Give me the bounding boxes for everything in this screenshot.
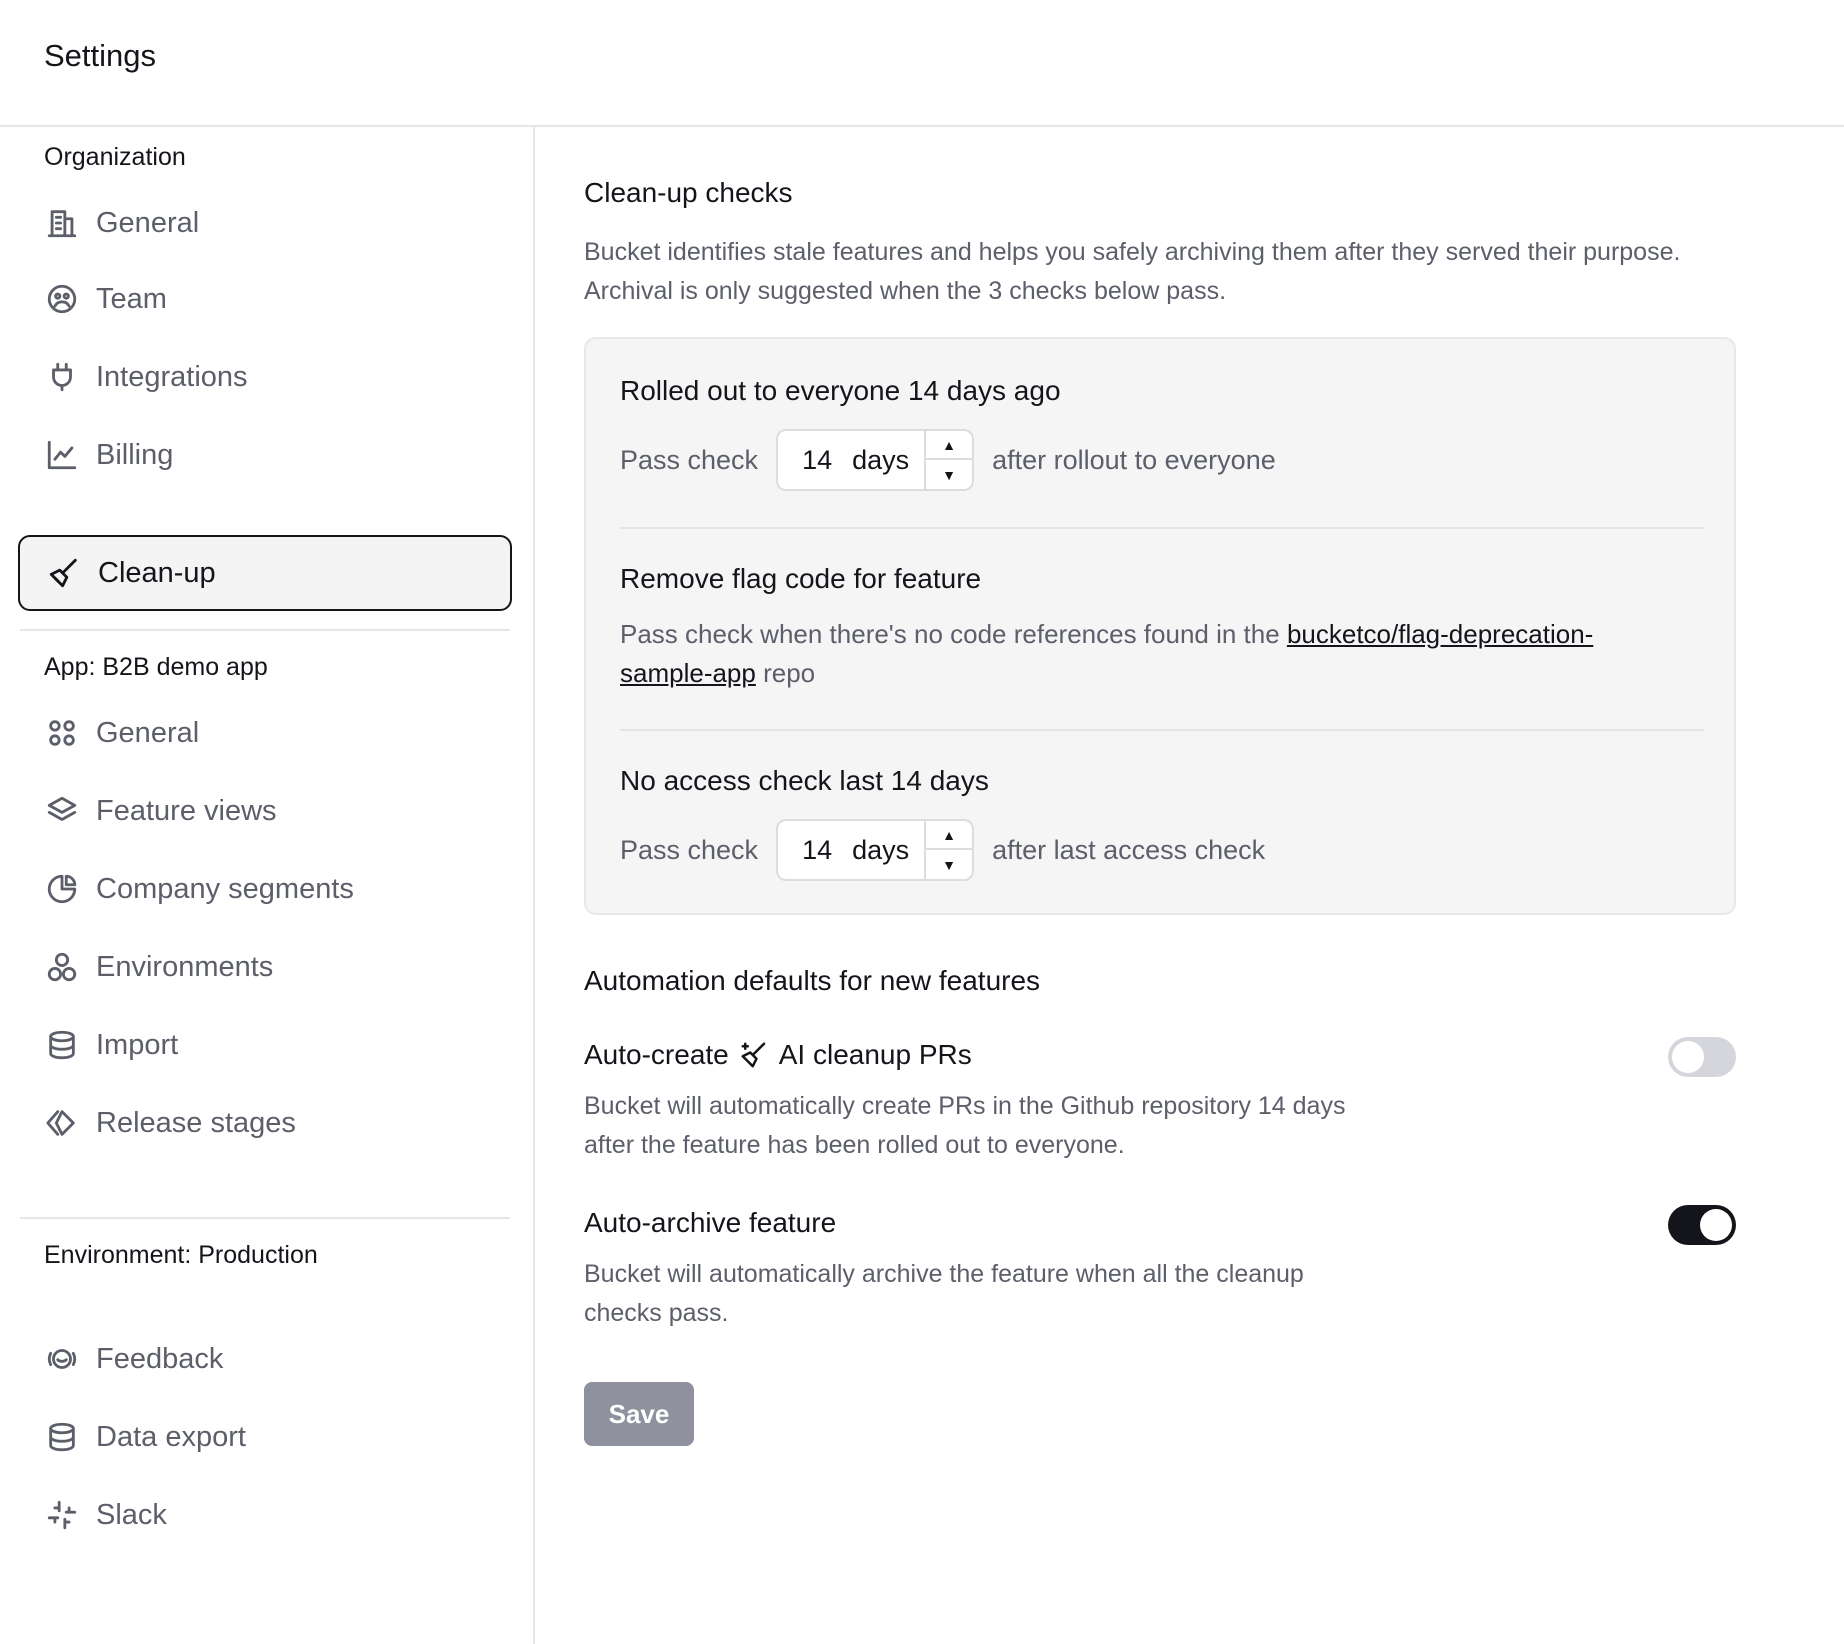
sidebar-item-label: General xyxy=(96,206,200,239)
cleanup-checks-title: Clean-up checks xyxy=(584,177,793,208)
access-days-unit: days xyxy=(852,834,910,865)
repo-link[interactable]: bucketco/flag-deprecation-sample-app xyxy=(620,619,1594,688)
feedback-icon xyxy=(44,1341,80,1377)
sidebar-item-environments[interactable] xyxy=(18,929,512,1005)
ai-broom-icon xyxy=(739,1040,769,1070)
check-rollout-title: Rolled out to everyone 14 days ago xyxy=(620,375,1061,406)
sidebar-item-label: General xyxy=(96,716,200,749)
check-rollout-prefix: Pass check xyxy=(620,444,759,475)
rollout-days-value[interactable]: 14 xyxy=(802,444,833,475)
auto-create-toggle[interactable] xyxy=(1668,1037,1736,1077)
sidebar-section-organization: Organization xyxy=(44,143,186,171)
auto-create-title-prefix: Auto-create xyxy=(584,1039,729,1070)
auto-archive-description: Bucket will automatically archive the feature when all the cleanup checks pass. xyxy=(584,1260,1304,1327)
sidebar-item-slack[interactable] xyxy=(18,1477,512,1553)
sidebar-item-label: Billing xyxy=(96,438,174,471)
check-access-suffix: after last access check xyxy=(992,834,1266,865)
check-flag-code-description xyxy=(620,615,1680,693)
check-flag-code-text: Pass check when there's no code references found in the xyxy=(620,619,1287,649)
database-icon xyxy=(44,1027,80,1063)
sidebar-section-environment: Environment: Production xyxy=(44,1241,318,1269)
automation-title: Automation defaults for new features xyxy=(584,965,1041,996)
check-access-row xyxy=(620,819,1265,881)
page-title: Settings xyxy=(44,38,157,73)
sidebar xyxy=(0,127,535,1644)
access-days-stepper[interactable] xyxy=(776,819,974,881)
slack-icon xyxy=(44,1497,80,1533)
team-icon xyxy=(44,281,80,317)
sidebar-item-label: Feedback xyxy=(96,1342,224,1375)
layers-icon xyxy=(44,793,80,829)
sidebar-item-label: Company segments xyxy=(96,872,354,905)
main-content xyxy=(537,127,1844,1644)
check-rollout-suffix: after rollout to everyone xyxy=(992,444,1276,475)
sidebar-section-app: App: B2B demo app xyxy=(44,653,268,681)
toggle-knob xyxy=(1672,1041,1704,1073)
sidebar-item-team[interactable] xyxy=(18,261,512,337)
increment-icon[interactable]: ▲ xyxy=(926,821,972,850)
rollout-days-stepper[interactable] xyxy=(776,429,974,491)
sidebar-item-integrations[interactable] xyxy=(18,339,512,415)
sidebar-item-label: Team xyxy=(96,282,167,315)
broom-icon xyxy=(46,555,82,591)
check-flag-code-text-after: repo xyxy=(755,658,816,688)
sidebar-item-feature-views[interactable] xyxy=(18,773,512,849)
stepper-arrows xyxy=(924,431,972,489)
sidebar-item-label: Feature views xyxy=(96,794,277,827)
check-divider xyxy=(620,729,1704,731)
check-divider xyxy=(620,527,1704,529)
chart-line-icon xyxy=(44,437,80,473)
apps-icon xyxy=(44,715,80,751)
toggle-knob xyxy=(1700,1209,1732,1241)
check-flag-code-title: Remove flag code for feature xyxy=(620,563,982,594)
circles-icon xyxy=(44,949,80,985)
sidebar-item-app-general[interactable] xyxy=(18,695,512,771)
sidebar-item-company-segments[interactable] xyxy=(18,851,512,927)
sidebar-item-feedback[interactable] xyxy=(18,1321,512,1397)
access-days-value[interactable]: 14 xyxy=(802,834,833,865)
checks-panel xyxy=(584,337,1736,915)
sidebar-item-label: Release stages xyxy=(96,1106,296,1139)
sidebar-item-import[interactable] xyxy=(18,1007,512,1083)
sidebar-item-label: Slack xyxy=(96,1498,167,1531)
top-bar xyxy=(0,0,1844,127)
rollout-days-unit: days xyxy=(852,444,910,475)
increment-icon[interactable]: ▲ xyxy=(926,431,972,460)
sidebar-item-clean-up[interactable] xyxy=(18,535,512,611)
diamond-icon xyxy=(44,1105,80,1141)
sidebar-item-data-export[interactable] xyxy=(18,1399,512,1475)
sidebar-item-org-general[interactable] xyxy=(18,185,512,261)
check-access-title: No access check last 14 days xyxy=(620,765,989,796)
sidebar-item-label: Integrations xyxy=(96,360,248,393)
check-rollout-row xyxy=(620,429,1276,491)
save-button[interactable]: Save xyxy=(584,1382,694,1446)
sidebar-item-billing[interactable] xyxy=(18,417,512,493)
decrement-icon[interactable]: ▼ xyxy=(942,856,956,873)
sidebar-divider xyxy=(20,629,510,631)
sidebar-item-label: Environments xyxy=(96,950,274,983)
sidebar-divider xyxy=(20,1217,510,1219)
decrement-icon[interactable]: ▼ xyxy=(942,466,956,483)
sidebar-item-label: Data export xyxy=(96,1420,246,1453)
building-icon xyxy=(44,205,80,241)
database-icon xyxy=(44,1419,80,1455)
sidebar-item-release-stages[interactable] xyxy=(18,1085,512,1161)
stepper-arrows xyxy=(924,821,972,879)
auto-create-description: Bucket will automatically create PRs in the Github repository 14 days after the feature has been rolled out to everyone. xyxy=(584,1092,1346,1159)
auto-archive-toggle[interactable] xyxy=(1668,1205,1736,1245)
auto-create-title-suffix: AI cleanup PRs xyxy=(778,1039,972,1070)
pie-chart-icon xyxy=(44,871,80,907)
cleanup-checks-description: Bucket identifies stale features and helps you safely archiving them after they served their purpose. Archival is only suggested when the 3 checks below pass. xyxy=(584,238,1681,305)
auto-create-title xyxy=(584,1039,972,1071)
plug-icon xyxy=(44,359,80,395)
sidebar-item-label: Clean-up xyxy=(98,556,216,589)
auto-archive-title: Auto-archive feature xyxy=(584,1207,837,1238)
check-access-prefix: Pass check xyxy=(620,834,759,865)
sidebar-item-label: Import xyxy=(96,1028,179,1061)
